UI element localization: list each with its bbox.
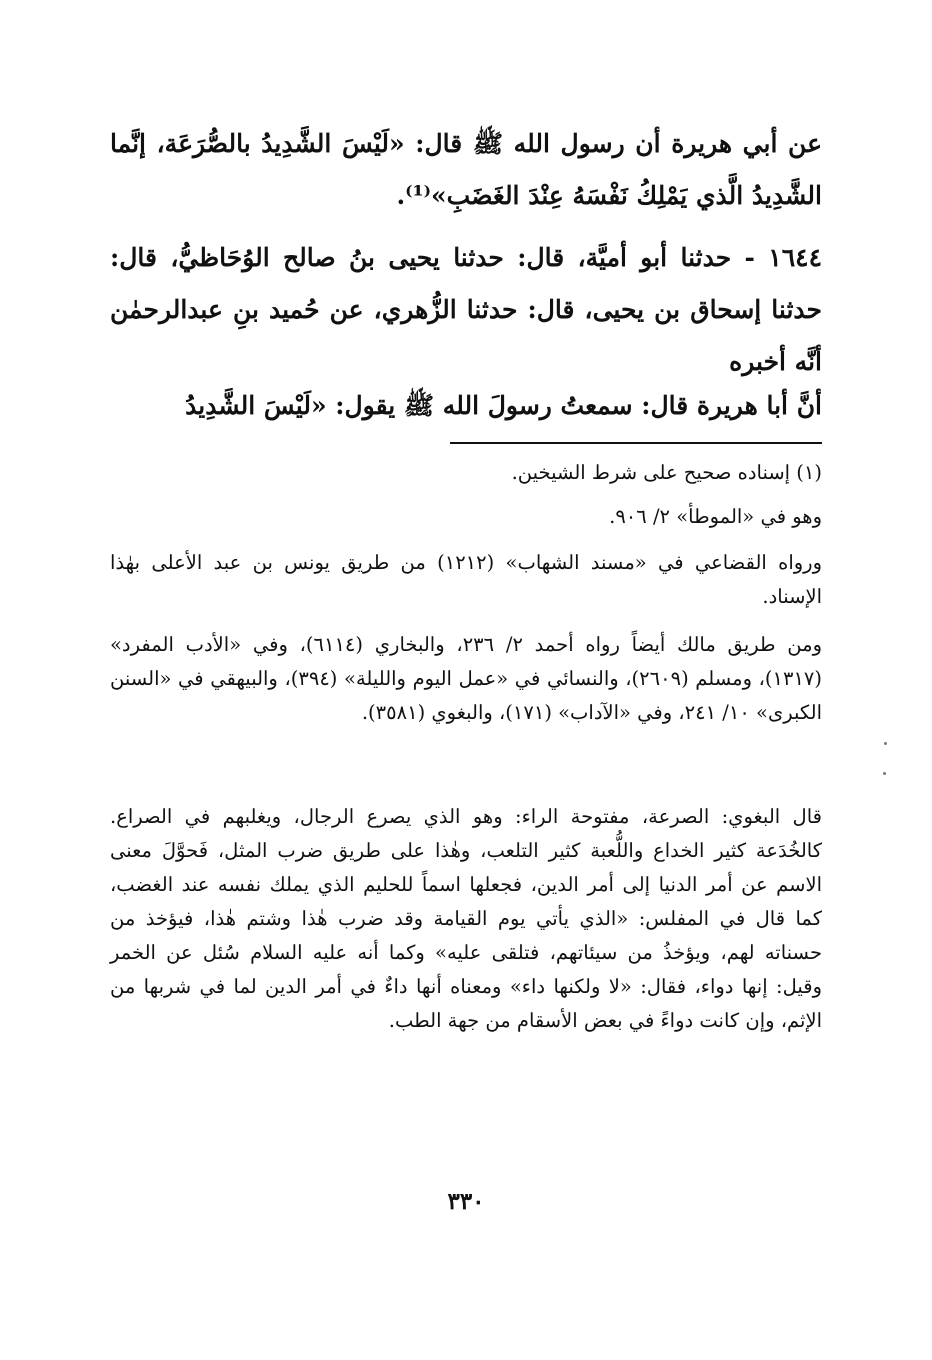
footnote-takhrij: ومن طريق مالك أيضاً رواه أحمد ٢/ ٢٣٦، والبخاري (٦١١٤)، وفي «الأدب المفرد» (١٣١٧)، ومسلم (٢٦٠٩)، والنسائي في «عمل اليوم والليلة» (٣٩٤)، والبيهقي في «السنن الكبرى» ١٠/ ٢٤١، وفي «الآداب» (١٧١)، والبغوي (٣٥٨١). [110,633,823,724]
hadith-text-1: عن أبي هريرة أن رسول الله ﷺ قال: «لَيْسَ الشَّدِيدُ بالصُّرَعَة، إنَّما الشَّدِيدُ الَّذي يَمْلِكُ نَفْسَهُ عِنْدَ الغَضَبِ»⁽¹⁾. [110,129,822,210]
hadith-1644-text: أنَّ أبا هريرة قال: سمعتُ رسولَ الله ﷺ يقول: «لَيْسَ الشَّدِيدُ [185,391,822,420]
scan-speck [884,742,887,745]
footnote-1: (١) إسناده صحيح على شرط الشيخين. [511,461,822,484]
footnote-baghawi-commentary: قال البغوي: الصرعة، مفتوحة الراء: وهو الذي يصرع الرجال، ويغلبهم في الصراع. كالخُدَعة كثير الخداع واللُّعبة كثير التلعب، وهٰذا على طريق ضرب المثل، فَحوَّلَ معنى الاسم عن أمر الدنيا إلى أمر الدين، فجعلها اسماً للحليم الذي يملك نفسه عند الغضب، كما قال في المفلس: «الذي يأتي يوم القيامة وقد ضرب هٰذا وشتم هٰذا، فيؤخذ من حسناته لهم، ويؤخذُ من سيئاتهم، فتلقى عليه» وكما أنه عليه السلام سُئل عن الخمر وقيل: إنها دواء، فقال: «لا ولكنها داء» ومعناه أنها داءٌ في أمر الدين لما في شربها من الإثم، وإن كانت دواءً في بعض الأسقام من جهة الطب. [110,805,822,1032]
footnote-muwatta: وهو في «الموطأ» ٢/ ٩٠٦. [609,505,822,528]
footnote-divider [450,442,822,444]
footnote-qudai: ورواه القضاعي في «مسند الشهاب» (١٢١٢) من طريق يونس بن عبد الأعلى بهٰذا الإسناد. [110,551,822,608]
hadith-1644-chain: ١٦٤٤ - حدثنا أبو أميَّة، قال: حدثنا يحيى بنُ صالح الوُحَاظيُّ، قال: حدثنا إسحاق بن يحيى، قال: حدثنا الزُّهري، عن حُميد بنِ عبدالرحمٰن أنَّه أخبره [110,243,822,376]
scan-speck [883,772,886,775]
page-number: ٣٣٠ [447,1188,485,1215]
